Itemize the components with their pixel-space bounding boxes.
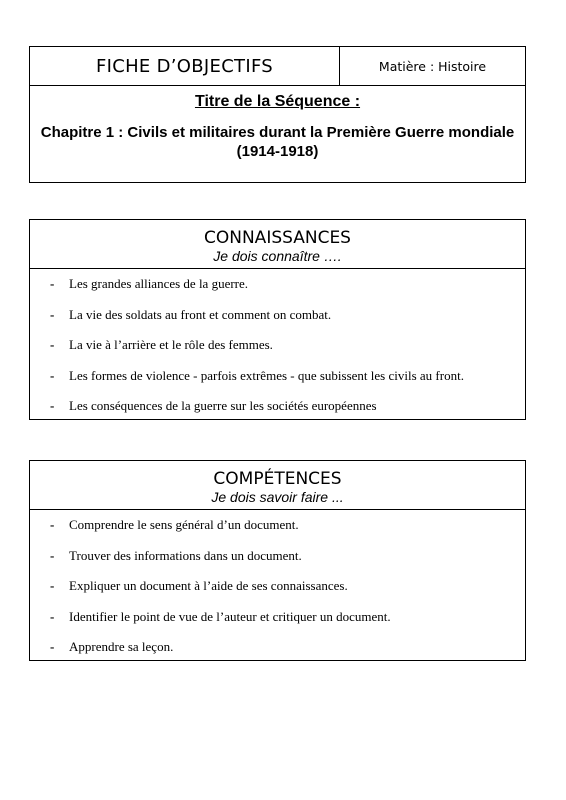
competences-title: COMPÉTENCES	[213, 469, 342, 489]
list-item: - Trouver des informations dans un document.	[30, 547, 525, 578]
list-item: - Les formes de violence - parfois extrêmes - que subissent les civils au front.	[30, 367, 525, 398]
header-box	[29, 46, 526, 183]
header-row	[30, 47, 525, 86]
sequence-label: Titre de la Séquence :	[194, 93, 361, 110]
chapter-line-2: (1914-1918)	[236, 143, 319, 160]
competences-header	[30, 461, 525, 510]
list-item: - Expliquer un document à l’aide de ses connaissances.	[30, 577, 525, 608]
competences-subtitle: Je dois savoir faire ...	[211, 489, 344, 505]
list-item: - Les grandes alliances de la guerre.	[30, 275, 525, 306]
list-item: - La vie des soldats au front et comment on combat.	[30, 306, 525, 337]
competences-section	[29, 460, 526, 661]
connaissances-title: CONNAISSANCES	[204, 228, 351, 248]
connaissances-list	[30, 269, 525, 428]
list-item: - Identifier le point de vue de l’auteur et critiquer un document.	[30, 608, 525, 639]
document-title: FICHE D’OBJECTIFS	[30, 47, 340, 85]
subject-label: Matière : Histoire	[378, 58, 487, 74]
chapter-title	[30, 123, 525, 161]
list-item: - Comprendre le sens général d’un document.	[30, 516, 525, 547]
list-item: - La vie à l’arrière et le rôle des femmes.	[30, 336, 525, 367]
connaissances-section	[29, 219, 526, 420]
list-item: - Les conséquences de la guerre sur les sociétés européennes	[30, 397, 525, 428]
connaissances-subtitle: Je dois connaître ….	[213, 248, 342, 264]
list-item: - Apprendre sa leçon.	[30, 638, 525, 669]
connaissances-header	[30, 220, 525, 269]
competences-list	[30, 510, 525, 669]
chapter-line-1: Chapitre 1 : Civils et militaires durant la Première Guerre mondiale	[40, 124, 515, 141]
